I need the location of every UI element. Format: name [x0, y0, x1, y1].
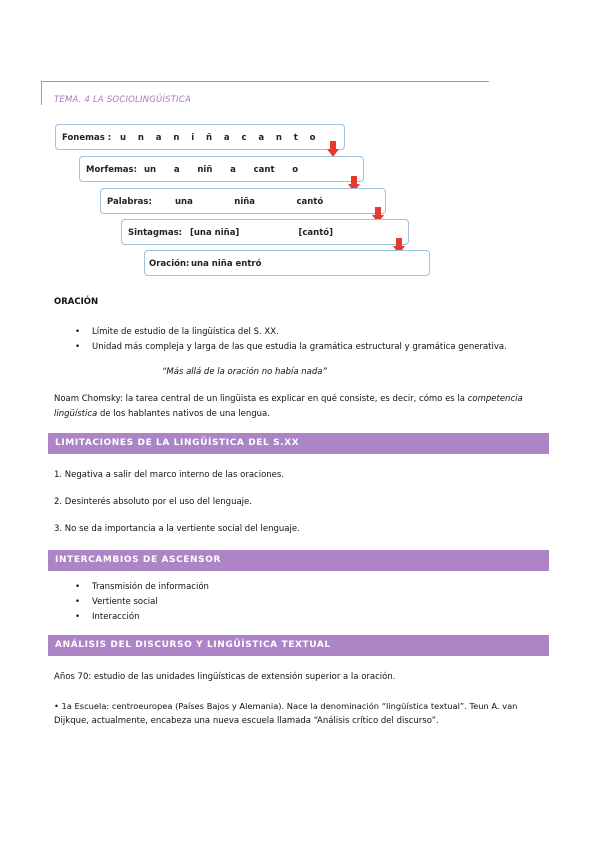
- header-rule-vertical: [41, 81, 42, 105]
- analisis-paragraph: Años 70: estudio de las unidades lingüísticas de extensión superior a la oración.: [54, 672, 396, 682]
- diagram-row-value: una niña entró: [191, 259, 262, 269]
- intercambio-item: Interacción: [92, 612, 140, 622]
- diagram-row-value: u n a n i ñ a c a n t o: [120, 133, 316, 143]
- chomsky-text: de los hablantes nativos de una lengua.: [97, 409, 270, 419]
- chomsky-emphasis: lingüística: [54, 409, 98, 419]
- diagram-row-label: Fonemas :: [62, 133, 112, 143]
- oracion-bullet: Límite de estudio de la lingüística del S. XX.: [92, 327, 279, 337]
- oracion-heading: ORACIÓN: [54, 297, 99, 307]
- diagram-row-oracion: [144, 250, 430, 276]
- diagram-row-palabras: [100, 188, 386, 214]
- intercambio-item: Vertiente social: [92, 597, 158, 607]
- diagram-row-value: un a niñ a cant o: [144, 165, 299, 175]
- oracion-bullet: Unidad más compleja y larga de las que estudia la gramática estructural y gramática generativa.: [92, 342, 507, 352]
- header-rule: [41, 81, 489, 82]
- chomsky-emphasis: competencia: [467, 394, 523, 404]
- intercambio-item: Transmisión de información: [92, 582, 209, 592]
- page-header-title: TEMA. 4 LA SOCIOLINGÜÍSTICA: [54, 95, 192, 105]
- diagram-row-value: una niña cantó: [175, 197, 324, 207]
- section-title: ANÁLISIS DEL DISCURSO Y LINGÜÍSTICA TEXTUAL: [55, 640, 331, 650]
- section-bar-limitaciones: [48, 433, 549, 454]
- bullet-icon: •: [75, 597, 81, 607]
- diagram-row-label: Oración:: [149, 259, 190, 269]
- bullet-icon: •: [75, 582, 81, 592]
- chomsky-paragraph-line1: [54, 394, 523, 404]
- section-title: LIMITACIONES DE LA LINGÜÍSTICA DEL S.XX: [55, 438, 300, 448]
- limitacion-item: 1. Negativa a salir del marco interno de las oraciones.: [54, 470, 285, 480]
- limitacion-item: 3. No se da importancia a la vertiente social del lenguaje.: [54, 524, 300, 534]
- section-bar-intercambios: [48, 550, 549, 571]
- section-title: INTERCAMBIOS DE ASCENSOR: [55, 555, 222, 565]
- bullet-icon: •: [75, 342, 81, 352]
- chomsky-paragraph-line2: [54, 409, 270, 419]
- chomsky-text: Noam Chomsky: la tarea central de un lingüista es explicar en qué consiste, es decir, cómo es la: [54, 394, 468, 404]
- section-bar-analisis: [48, 635, 549, 656]
- arrow-down-icon: [327, 141, 339, 157]
- diagram-row-sintagmas: [121, 219, 409, 245]
- bullet-icon: •: [75, 612, 81, 622]
- diagram-row-label: Sintagmas:: [128, 228, 183, 238]
- diagram-row-value: [una niña] [cantó]: [190, 228, 334, 238]
- diagram-row-morfemas: [79, 156, 364, 182]
- diagram-row-label: Palabras:: [107, 197, 152, 207]
- analisis-paragraph-line2: Dijkque, actualmente, encabeza una nueva escuela llamada “Análisis crítico del discurso”.: [54, 716, 439, 726]
- diagram-row-fonemas: [55, 124, 345, 150]
- bullet-icon: •: [75, 327, 81, 337]
- limitacion-item: 2. Desinterés absoluto por el uso del lenguaje.: [54, 497, 252, 507]
- quote: “Más allá de la oración no había nada”: [162, 367, 327, 377]
- analisis-paragraph-line1: • 1a Escuela: centroeuropea (Países Bajos y Alemania). Nace la denominación “lingüística textual”. Teun A. van: [54, 701, 518, 711]
- diagram-row-label: Morfemas:: [86, 165, 138, 175]
